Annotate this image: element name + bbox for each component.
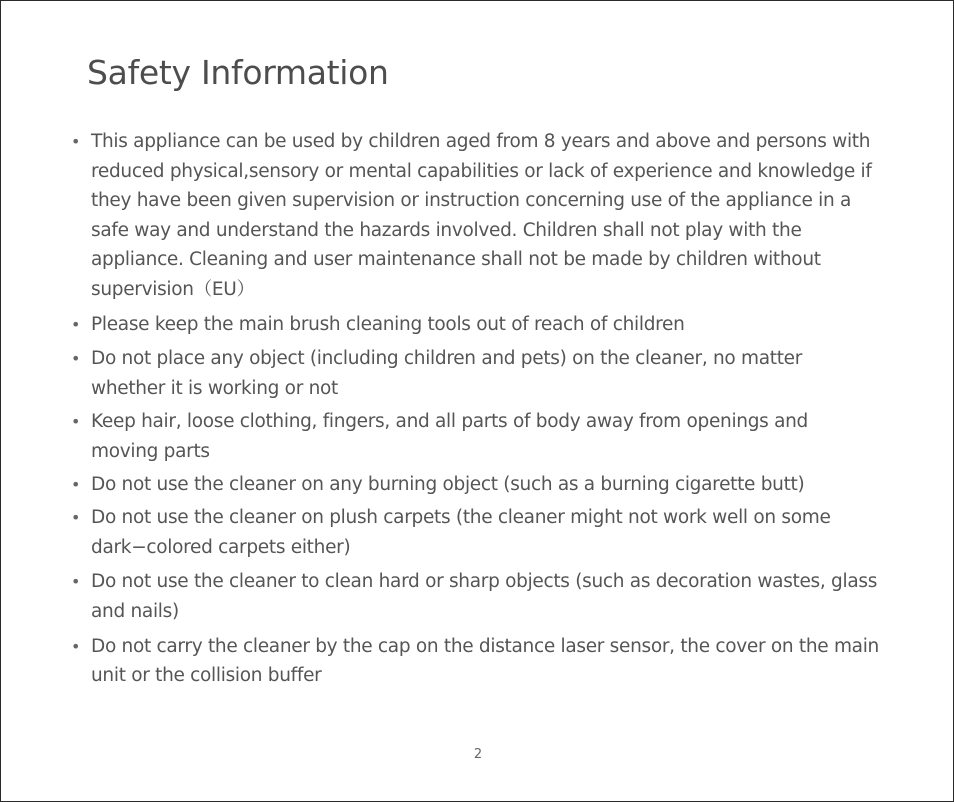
list-item-text: Keep hair, loose clothing, fingers, and all parts of body away from openings and moving parts — [91, 411, 808, 462]
list-item-text: This appliance can be used by children aged from 8 years and above and persons with reduced physical,sensory or mental capabilities or lack of experience and knowledge if they have been given supervision or instruction concerning use of the appliance in a safe way and understand the hazards involved. Children shall not play with the appliance. Cleaning and user maintenance shall not be made by children without supervision（EU） — [91, 131, 872, 300]
list-item-text: Do not use the cleaner on plush carpets (the cleaner might not work well on some dark−colored carpets either) — [91, 507, 831, 558]
list-item — [71, 310, 879, 340]
list-item — [71, 127, 879, 305]
bullet-icon: • — [71, 349, 81, 369]
list-item — [71, 503, 879, 562]
bullet-icon: • — [71, 636, 81, 656]
page-number: 2 — [473, 747, 483, 762]
list-item-text: Do not use the cleaner to clean hard or sharp objects (such as decoration wastes, glass and nails) — [91, 571, 878, 622]
bullet-icon: • — [71, 412, 81, 432]
list-item — [71, 407, 879, 466]
bullet-icon: • — [71, 474, 81, 494]
list-item-text: Do not place any object (including children and pets) on the cleaner, no matter whether it is working or not — [91, 348, 803, 399]
list-item — [71, 344, 879, 403]
page-title: Safety Information — [87, 53, 389, 92]
list-item-text: Do not use the cleaner on any burning object (such as a burning cigarette butt) — [91, 473, 805, 495]
bullet-icon: • — [71, 314, 81, 334]
bullet-icon: • — [71, 508, 81, 528]
list-item — [71, 470, 879, 500]
list-item-text: Do not carry the cleaner by the cap on the distance laser sensor, the cover on the main unit or the collision buffer — [91, 635, 879, 687]
bullet-icon: • — [71, 132, 81, 151]
safety-list — [71, 127, 879, 691]
list-item — [71, 632, 879, 691]
list-item-text: Please keep the main brush cleaning tools out of reach of children — [91, 313, 685, 335]
list-item — [71, 567, 879, 626]
bullet-icon: • — [71, 572, 81, 592]
